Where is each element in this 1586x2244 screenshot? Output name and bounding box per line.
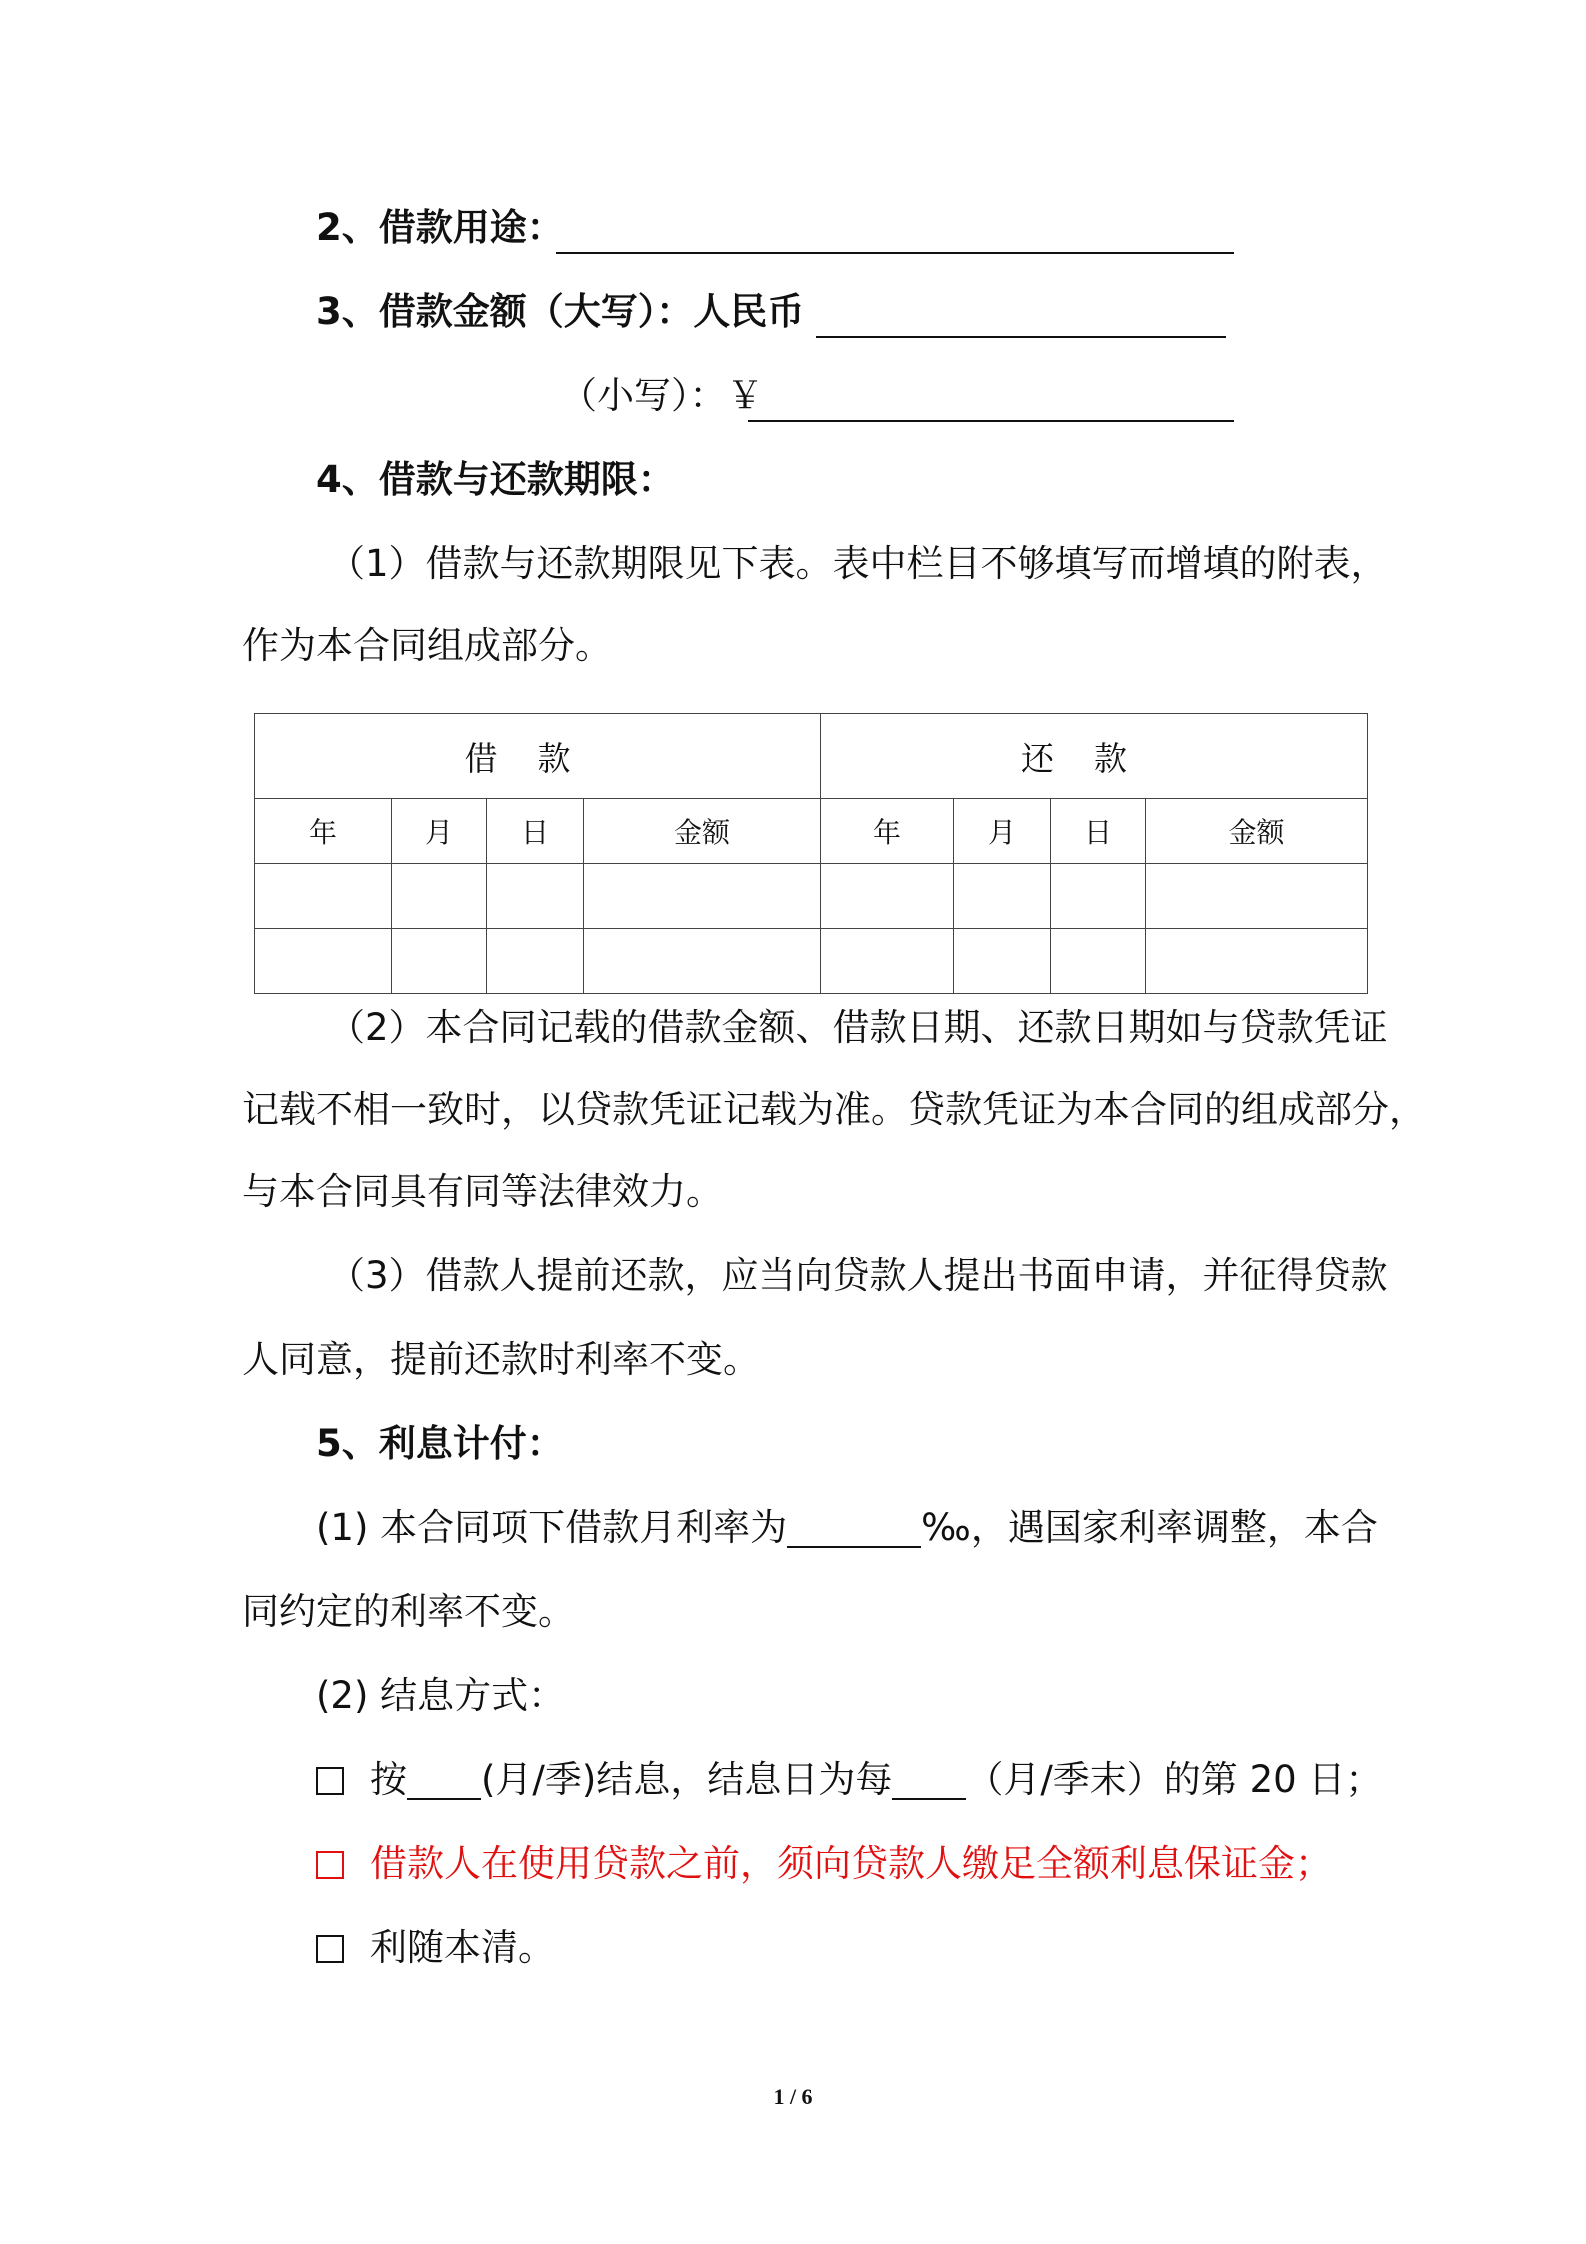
- loan-purpose-blank[interactable]: [556, 252, 1234, 254]
- page-number: 1 / 6: [773, 2084, 813, 2109]
- amount-uppercase-blank[interactable]: [816, 336, 1226, 338]
- clause-5-1-line-2: 同约定的利率不变。: [242, 1590, 575, 1633]
- amount-lowercase-label: （小写）：￥: [560, 374, 764, 417]
- clause-5-2: (2) 结息方式：: [316, 1674, 566, 1717]
- col-borrow-year: 年: [255, 799, 392, 864]
- option-periodic-settlement: 按 (月/季)结息，结息日为每 （月/季末）的第 20 日；: [316, 1756, 1382, 1804]
- col-repay-day: 日: [1051, 799, 1146, 864]
- monthly-rate-blank[interactable]: [787, 1512, 921, 1548]
- loan-repayment-table: [254, 713, 1368, 994]
- clause-4-3-line-2: 人同意，提前还款时利率不变。: [242, 1338, 760, 1381]
- col-borrow-day: 日: [487, 799, 584, 864]
- table-row: [255, 929, 1368, 994]
- col-repay-amount: 金额: [1146, 799, 1368, 864]
- amount-lowercase-blank[interactable]: [748, 420, 1234, 422]
- col-borrow-amount: 金额: [584, 799, 821, 864]
- checkbox-with-principal[interactable]: [316, 1935, 344, 1963]
- clause-4-2-line-3: 与本合同具有同等法律效力。: [242, 1170, 723, 1213]
- col-repay-year: 年: [821, 799, 954, 864]
- item-4-term: 4、借款与还款期限：: [316, 458, 675, 501]
- clause-5-1-line-1: [316, 1504, 1378, 1552]
- clause-4-2-line-1: （2）本合同记载的借款金额、借款日期、还款日期如与贷款凭证: [328, 1006, 1388, 1049]
- col-repay-month: 月: [954, 799, 1051, 864]
- rate-suffix: ‰，遇国家利率调整，本合: [921, 1506, 1378, 1549]
- option-interest-deposit: 借款人在使用贷款之前，须向贷款人缴足全额利息保证金；: [316, 1840, 1332, 1888]
- item-3-loan-amount: 3、借款金额（大写）：人民币: [316, 290, 805, 333]
- period-blank[interactable]: [407, 1764, 481, 1800]
- col-borrow-month: 月: [392, 799, 487, 864]
- table-row: [255, 864, 1368, 929]
- item-5-interest: 5、利息计付：: [316, 1422, 564, 1465]
- option-with-principal: 利随本清。: [316, 1924, 555, 1972]
- checkbox-periodic[interactable]: [316, 1767, 344, 1795]
- header-repay: 还款: [821, 714, 1368, 799]
- clause-4-1-line-2: 作为本合同组成部分。: [242, 624, 612, 667]
- item-2-loan-purpose: 2、借款用途：: [316, 206, 564, 249]
- settlement-day-blank[interactable]: [892, 1764, 966, 1800]
- rate-label: (1) 本合同项下借款月利率为: [316, 1506, 788, 1549]
- clause-4-3-line-1: （3）借款人提前还款，应当向贷款人提出书面申请，并征得贷款: [328, 1254, 1388, 1297]
- checkbox-deposit[interactable]: [316, 1851, 344, 1879]
- clause-4-2-line-2: 记载不相一致时，以贷款凭证记载为准。贷款凭证为本合同的组成部分，: [242, 1088, 1426, 1131]
- clause-4-1-line-1: （1）借款与还款期限见下表。表中栏目不够填写而增填的附表，: [328, 542, 1388, 585]
- header-borrow: 借款: [255, 714, 821, 799]
